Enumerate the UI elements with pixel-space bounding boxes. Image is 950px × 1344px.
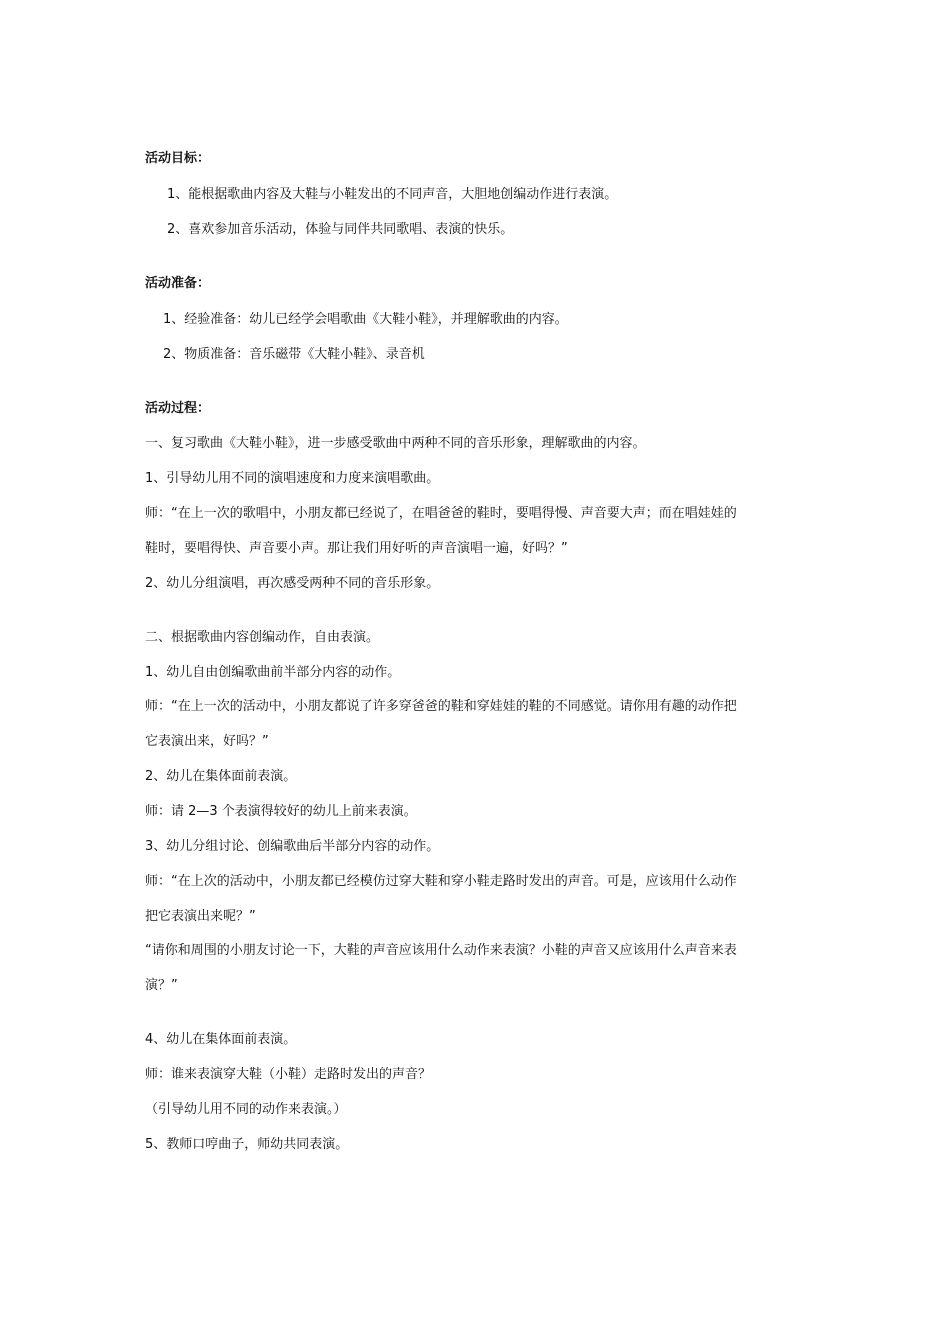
part2-teacher2: 师：请 2—3 个表演得较好的幼儿上前来表演。	[145, 804, 417, 819]
part2-title: 二、根据歌曲内容创编动作，自由表演。	[145, 630, 380, 645]
part1-title: 一、复习歌曲《大鞋小鞋》，进一步感受歌曲中两种不同的音乐形象，理解歌曲的内容。	[145, 436, 646, 451]
part2-teacher4: 师：谁来表演穿大鞋（小鞋）走路时发出的声音？	[145, 1067, 432, 1082]
part2-step3: 3、幼儿分组讨论、创编歌曲后半部分内容的动作。	[145, 839, 440, 854]
goal-item-2: 2、喜欢参加音乐活动，体验与同伴共同歌唱、表演的快乐。	[167, 222, 514, 237]
goal-item-1: 1、能根据歌曲内容及大鞋与小鞋发出的不同声音，大胆地创编动作进行表演。	[167, 187, 618, 202]
part2-teacher3-line2: 把它表演出来呢？”	[145, 909, 256, 924]
process-heading: 活动过程：	[145, 401, 211, 416]
part1-teacher-line2: 鞋时，要唱得快、声音要小声。那让我们用好听的声音演唱一遍，好吗？”	[145, 541, 568, 556]
part1-step1: 1、引导幼儿用不同的演唱速度和力度来演唱歌曲。	[145, 471, 440, 486]
part1-teacher-line1: 师：“在上一次的歌唱中，小朋友都已经说了，在唱爸爸的鞋时，要唱得慢、声音要大声；而在唱娃娃的	[145, 506, 737, 521]
preparation-heading: 活动准备：	[145, 276, 211, 291]
part2-step4: 4、幼儿在集体面前表演。	[145, 1032, 297, 1047]
part2-note4: （引导幼儿用不同的动作来表演。）	[145, 1102, 347, 1117]
part2-step5: 5、教师口哼曲子，师幼共同表演。	[145, 1137, 349, 1152]
part2-step2: 2、幼儿在集体面前表演。	[145, 769, 297, 784]
preparation-item-2: 2、物质准备：音乐磁带《大鞋小鞋》、录音机	[163, 347, 425, 362]
part1-step2: 2、幼儿分组演唱，再次感受两种不同的音乐形象。	[145, 576, 440, 591]
part2-teacher1-line1: 师：“在上一次的活动中，小朋友都说了许多穿爸爸的鞋和穿娃娃的鞋的不同感觉。请你用有趣的动作把	[145, 699, 737, 714]
preparation-item-1: 1、经验准备：幼儿已经学会唱歌曲《大鞋小鞋》，并理解歌曲的内容。	[163, 312, 568, 327]
goals-heading: 活动目标：	[145, 151, 211, 166]
part2-quote-line2: 演？”	[145, 978, 178, 993]
part2-step1: 1、幼儿自由创编歌曲前半部分内容的动作。	[145, 665, 401, 680]
part2-quote-line1: “请你和周围的小朋友讨论一下，大鞋的声音应该用什么动作来表演？小鞋的声音又应该用什么声音来表	[145, 943, 737, 958]
part2-teacher3-line1: 师：“在上次的活动中，小朋友都已经模仿过穿大鞋和穿小鞋走路时发出的声音。可是，应该用什么动作	[145, 874, 737, 889]
part2-teacher1-line2: 它表演出来，好吗？”	[145, 734, 269, 749]
